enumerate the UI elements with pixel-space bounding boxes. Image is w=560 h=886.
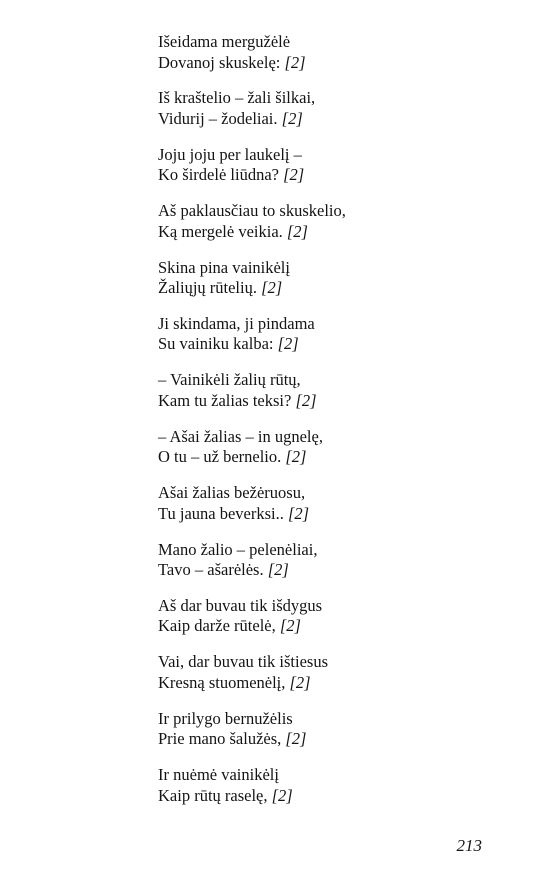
- refrain-mark: [2]: [285, 729, 307, 749]
- verse-text: Išeidama mergužėlė: [158, 32, 291, 51]
- refrain-mark: [2]: [277, 334, 299, 354]
- page-number: 213: [456, 836, 482, 855]
- verse-line: [158, 370, 518, 391]
- verse-text: Su vainiku kalba:: [158, 334, 278, 354]
- refrain-mark: [2]: [283, 165, 305, 185]
- verse-text: Vai, dar buvau tik ištiesus: [158, 652, 329, 672]
- verse-line: [158, 222, 518, 243]
- stanza: [158, 483, 518, 539]
- verse-line: [158, 32, 518, 53]
- verse-text: Ašai žalias bežėruosu,: [158, 483, 306, 503]
- verse-line: [158, 652, 518, 673]
- refrain-mark: [2]: [284, 52, 306, 72]
- verse-text: Ir nuėmė vainikėlį: [158, 765, 279, 785]
- verse-line: [158, 391, 518, 412]
- refrain-mark: [2]: [288, 503, 310, 523]
- verse-line: [158, 165, 518, 186]
- verse-text: Ką mergelė veikia.: [158, 221, 287, 241]
- verse-line: [158, 201, 518, 222]
- verse-line: [158, 729, 518, 750]
- verse-text: Tu jauna beverksi..: [158, 503, 289, 523]
- verse-text: Ji skindama, ji pindama: [158, 313, 315, 333]
- verse-line: [158, 560, 518, 581]
- verse-text: Žaliųjų rūtelių.: [158, 278, 262, 298]
- verse-text: Aš paklausčiau to skuskelio,: [158, 201, 346, 221]
- verse-line: [158, 314, 518, 335]
- verse-line: [158, 483, 518, 504]
- stanza: [158, 596, 518, 652]
- stanza: [158, 314, 518, 370]
- verse-text: Vidurij – žodeliai.: [158, 108, 282, 128]
- verse-text: Aš dar buvau tik išdygus: [158, 595, 323, 615]
- stanza: [158, 765, 518, 821]
- verse-line: [158, 88, 518, 109]
- refrain-mark: [2]: [261, 278, 283, 298]
- verse-text: Ko širdelė liūdna?: [158, 165, 284, 185]
- verse-line: [158, 334, 518, 355]
- verse-line: [158, 616, 518, 637]
- verse-text: – Ašai žalias – in ugnelę,: [158, 426, 323, 446]
- stanza: [158, 370, 518, 426]
- stanza: [158, 652, 518, 708]
- verse-text: Skina pina vainikėlį: [158, 257, 290, 277]
- refrain-mark: [2]: [281, 108, 303, 128]
- stanza: [158, 88, 518, 144]
- poem-body: [158, 32, 518, 821]
- verse-line: [158, 765, 518, 786]
- refrain-mark: [2]: [267, 560, 289, 580]
- stanza: [158, 145, 518, 201]
- verse-line: [158, 447, 518, 468]
- verse-line: [158, 504, 518, 525]
- refrain-mark: [2]: [286, 221, 308, 241]
- verse-text: Kaip rūtų raselę,: [158, 785, 272, 805]
- refrain-mark: [2]: [285, 447, 307, 467]
- verse-text: Tavo – ašarėlės.: [158, 560, 268, 580]
- verse-line: [158, 145, 518, 166]
- verse-line: [158, 709, 518, 730]
- stanza: [158, 540, 518, 596]
- verse-line: [158, 427, 518, 448]
- verse-text: Kaip darže rūtelė,: [158, 616, 280, 636]
- stanza: [158, 32, 518, 88]
- verse-line: [158, 673, 518, 694]
- verse-text: Dovanoj skuskelę:: [158, 52, 285, 72]
- verse-line: [158, 109, 518, 130]
- stanza: [158, 709, 518, 765]
- verse-line: [158, 786, 518, 807]
- stanza: [158, 201, 518, 257]
- verse-text: Iš kraštelio – žali šilkai,: [158, 88, 316, 108]
- verse-text: Prie mano šalužės,: [158, 729, 286, 749]
- verse-line: [158, 258, 518, 279]
- verse-line: [158, 596, 518, 617]
- verse-text: Ir prilygo bernužėlis: [158, 708, 293, 728]
- verse-text: Kresną stuomenėlį,: [158, 672, 290, 692]
- verse-line: [158, 540, 518, 561]
- verse-text: Kam tu žalias teksi?: [158, 390, 296, 410]
- verse-line: [158, 278, 518, 299]
- refrain-mark: [2]: [279, 616, 301, 636]
- verse-text: Joju joju per laukelį –: [158, 144, 302, 164]
- verse-line: [158, 53, 518, 74]
- refrain-mark: [2]: [271, 785, 293, 805]
- refrain-mark: [2]: [295, 390, 317, 410]
- verse-text: – Vainikėli žalių rūtų,: [158, 370, 301, 390]
- refrain-mark: [2]: [289, 672, 311, 692]
- stanza: [158, 427, 518, 483]
- stanza: [158, 258, 518, 314]
- verse-text: Mano žalio – pelenėliai,: [158, 539, 318, 559]
- verse-text: O tu – už bernelio.: [158, 447, 286, 467]
